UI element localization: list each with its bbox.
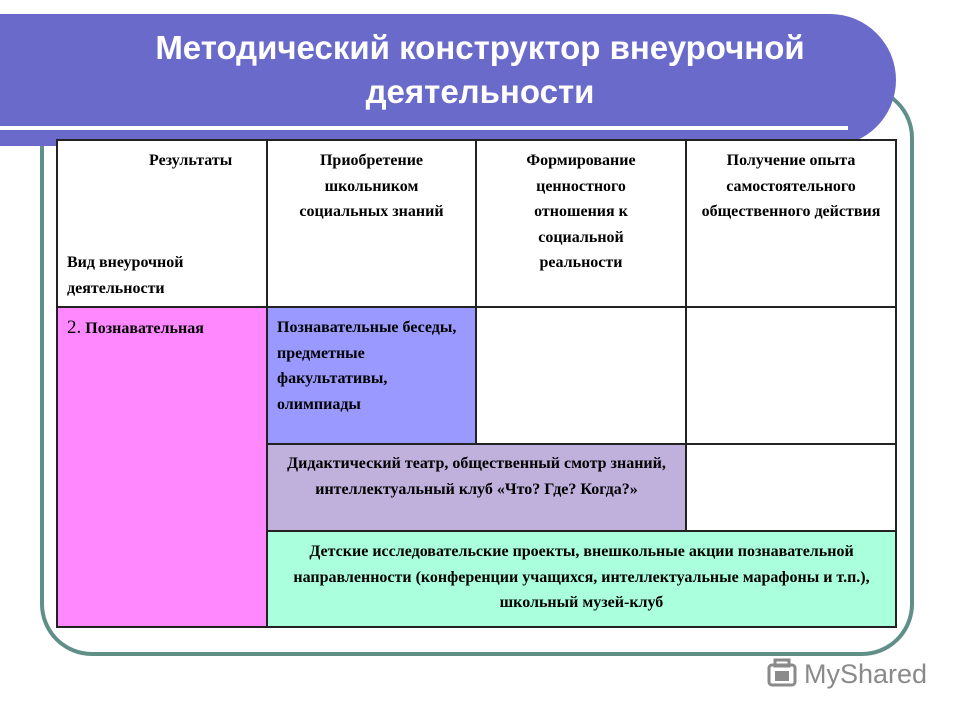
grid-col1 xyxy=(266,139,268,628)
header-corner-cell xyxy=(57,140,267,307)
header-col-values: Формирование ценностного отношения к социальной реальности xyxy=(476,140,686,307)
level1-cell: Познавательные беседы, предметные факультативы, олимпиады xyxy=(267,307,476,444)
slide-title xyxy=(0,26,960,114)
row-label-cell xyxy=(57,307,267,627)
banner-underline xyxy=(0,126,848,130)
row-label: Познавательная xyxy=(85,320,204,337)
header-type-label: Вид внеурочной деятельности xyxy=(67,254,184,297)
grid-left xyxy=(56,139,58,628)
grid-right xyxy=(895,139,897,628)
level3-cell: Детские исследовательские проекты, внешкольные акции познавательной направленности (конференции учащихся, интеллектуальные марафоны и т.п.), школьный музей-клуб xyxy=(267,531,896,627)
header-results-label: Результаты xyxy=(149,152,233,169)
grid-level2-bottom xyxy=(266,530,897,532)
header-col-experience: Получение опыта самостоятельного общественного действия xyxy=(686,140,896,307)
level1-empty-experience xyxy=(686,307,896,444)
grid-col3 xyxy=(685,139,687,532)
title-line-2: деятельности xyxy=(365,73,595,110)
watermark-text: MyShared xyxy=(804,658,928,689)
grid-col2 xyxy=(475,139,477,445)
watermark xyxy=(766,656,927,692)
title-line-1: Методический конструктор внеурочной xyxy=(155,29,805,66)
level1-empty-values xyxy=(476,307,686,444)
level2-cell: Дидактический театр, общественный смотр знаний, интеллектуальный клуб «Что? Где? Когда?» xyxy=(267,444,686,531)
level2-empty-experience xyxy=(686,444,896,531)
grid-bottom xyxy=(56,626,897,628)
grid-level1-bottom xyxy=(266,443,897,445)
myshared-logo-icon xyxy=(766,657,800,691)
row-number: 2. xyxy=(67,317,82,338)
header-col-knowledge: Приобретение школьником социальных знаний xyxy=(267,140,476,307)
